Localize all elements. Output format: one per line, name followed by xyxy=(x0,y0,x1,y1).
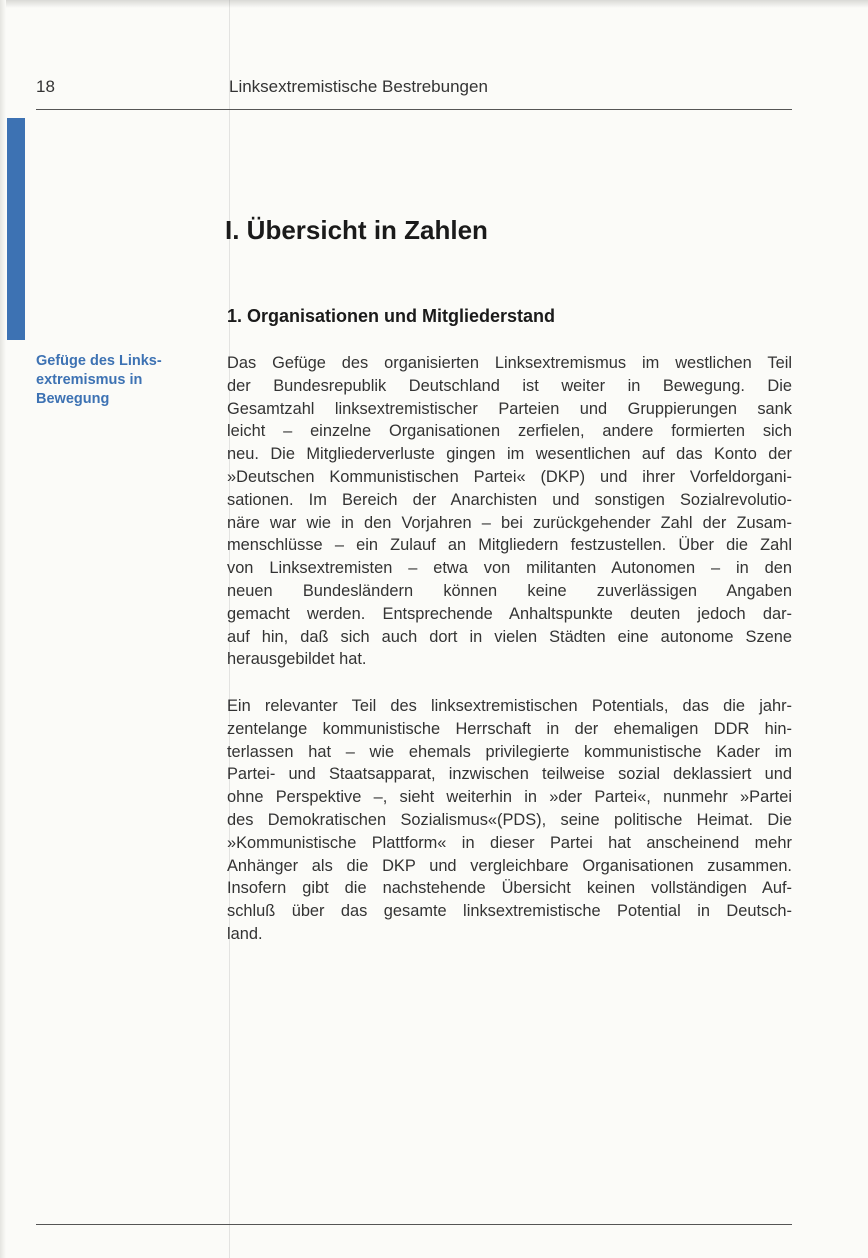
chapter-title: I. Übersicht in Zahlen xyxy=(225,215,488,245)
text-line: auf hin, daß sich auch dort in vielen Städten eine autonome Szene xyxy=(227,627,792,646)
text-line: sationen. Im Bereich der Anarchisten und sonstigen Sozialrevolutio- xyxy=(227,490,792,509)
text-line: terlassen hat – wie ehemals privilegierte kommunistische Kader im xyxy=(227,742,792,761)
margin-note xyxy=(36,352,201,409)
scan-edge-top xyxy=(0,0,868,8)
chapter-marker-bar xyxy=(7,118,25,340)
text-line: des Demokratischen Sozialismus«(PDS), seine politische Heimat. Die xyxy=(227,810,792,829)
text-line: Anhänger als die DKP und vergleichbare Organisationen zusammen. xyxy=(227,856,792,875)
running-head: Linksextremistische Bestrebungen xyxy=(229,77,488,96)
text-line: land. xyxy=(227,924,263,943)
body-paragraph-1 xyxy=(227,352,792,671)
text-line: Partei- und Staatsapparat, inzwischen teilweise sozial deklassiert und xyxy=(227,765,792,784)
text-line: Das Gefüge des organisierten Linksextremismus im westlichen Teil xyxy=(227,354,792,372)
text-line: der Bundesrepublik Deutschland ist weiter in Bewegung. Die xyxy=(227,376,792,395)
text-line: herausgebildet hat. xyxy=(227,650,367,669)
text-line: Insofern gibt die nachstehende Übersicht keinen vollständigen Auf- xyxy=(227,879,792,898)
text-line: »Deutschen Kommunistischen Partei« (DKP) und ihrer Vorfeldorgani- xyxy=(227,467,792,486)
text-line: neu. Die Mitgliederverluste gingen im wesentlichen auf das Konto der xyxy=(227,445,792,464)
text-line: von Linksextremisten – etwa von militanten Autonomen – in den xyxy=(227,559,792,578)
header-rule xyxy=(36,109,792,110)
margin-note-line: Gefüge des Links- xyxy=(36,353,162,369)
section-title: 1. Organisationen und Mitgliederstand xyxy=(227,306,556,326)
text-line: leicht – einzelne Organisationen zerfielen, andere formierten sich xyxy=(227,422,792,441)
text-line: gemacht werden. Entsprechende Anhaltspunkte deuten jedoch dar- xyxy=(227,604,792,623)
text-line: zentelange kommunistische Herrschaft in der ehemaligen DDR hin- xyxy=(227,719,792,738)
footer-rule xyxy=(36,1224,792,1225)
body-paragraph-2 xyxy=(227,695,792,946)
margin-note-line: extremismus in xyxy=(36,372,143,388)
scan-edge-left xyxy=(0,0,6,1258)
text-line: menschlüsse – ein Zulauf an Mitgliedern festzustellen. Über die Zahl xyxy=(227,536,792,555)
text-line: Gesamtzahl linksextremistischer Parteien und Gruppierungen sank xyxy=(227,399,792,418)
text-line: »Kommunistische Plattform« in dieser Partei hat anscheinend mehr xyxy=(227,833,792,852)
margin-note-line: Bewegung xyxy=(36,391,110,407)
text-line: ohne Perspektive –, sieht weiterhin in »der Partei«, nunmehr »Partei xyxy=(227,788,792,807)
text-line: schluß über das gesamte linksextremistische Potential in Deutsch- xyxy=(227,902,792,921)
text-line: Ein relevanter Teil des linksextremistischen Potentials, das die jahr- xyxy=(227,697,792,715)
text-line: näre war wie in den Vorjahren – bei zurückgehender Zahl der Zusam- xyxy=(227,513,792,532)
text-line: neuen Bundesländern können keine zuverlässigen Angaben xyxy=(227,581,792,600)
page-number: 18 xyxy=(36,77,55,96)
